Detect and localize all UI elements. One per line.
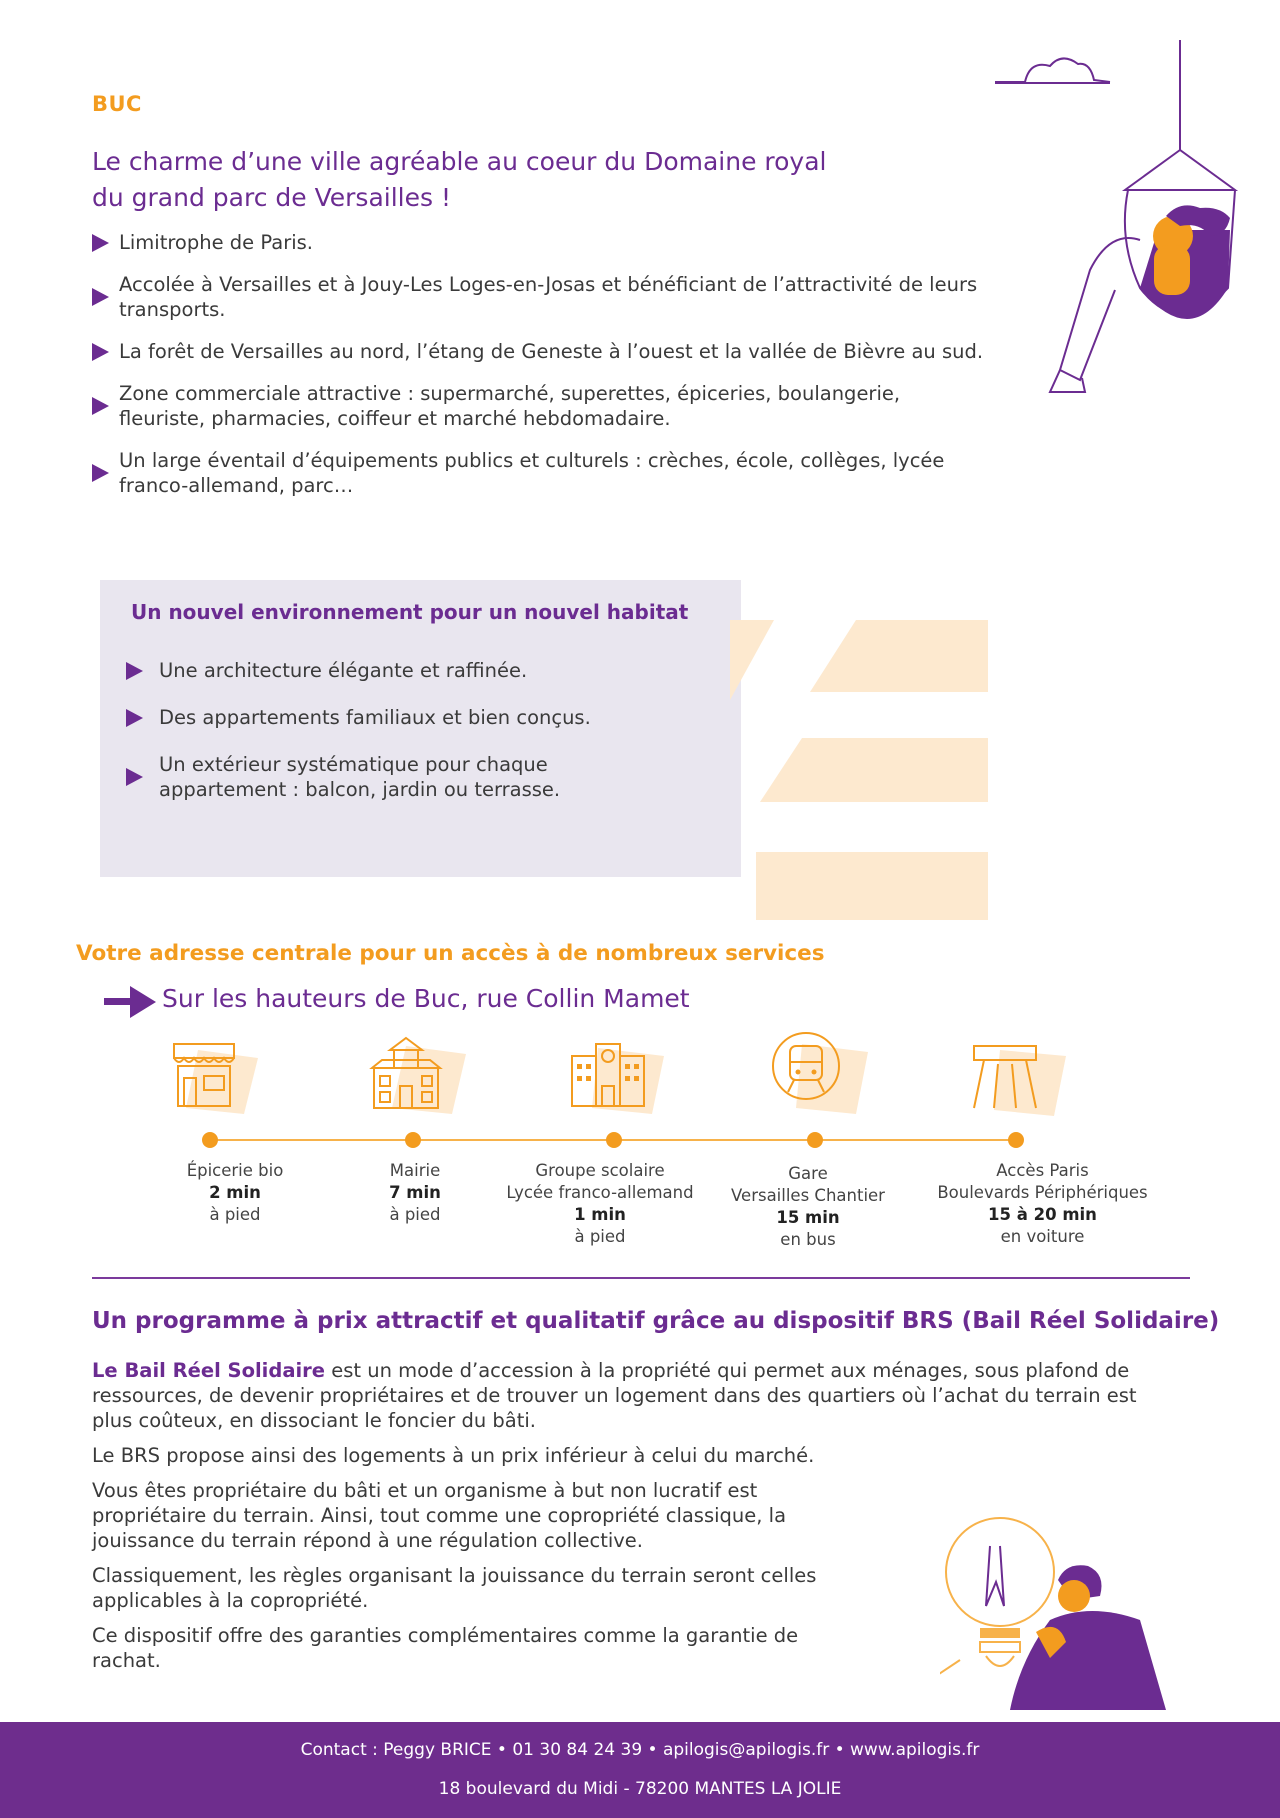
list-item: La forêt de Versailles au nord, l’étang de Geneste à l’ouest et la vallée de Bièvre au sud. [92,339,992,364]
school-icon [568,1040,668,1118]
timeline-dot [1008,1132,1024,1148]
timeline-dot [807,1132,823,1148]
headline: Le charme d’une ville agréable au coeur du Domaine royal du grand parc de Versailles ! [92,147,827,212]
timeline-dot [202,1132,218,1148]
shop-icon [168,1038,258,1118]
service-stop-grocery: Épicerie bio 2 min à pied [186,1161,284,1224]
woman-in-hanging-chair-illustration [990,40,1250,400]
town-hall-icon [366,1036,476,1118]
person-with-lightbulb-illustration [940,1510,1180,1725]
service-stop-train-station: Gare Versailles Chantier 15 min en bus [731,1164,885,1249]
services-title: Votre adresse centrale pour un accès à de nombreux services [76,941,825,966]
arrow-right-icon [104,986,156,1018]
city-name: BUC [92,92,142,116]
highlights-list [92,230,992,515]
brs-paragraph: Le BRS propose ainsi des logements à un prix inférieur à celui du marché. [92,1444,815,1467]
bullet-triangle-icon [92,343,109,361]
bullet-triangle-icon [92,464,109,482]
brs-title: Un programme à prix attractif et qualitatif grâce au dispositif BRS (Bail Réel Solidaire) [92,1308,1220,1334]
list-item: Des appartements familiaux et bien conçus. [126,705,726,730]
train-icon [770,1030,870,1120]
section-divider [92,1277,1190,1279]
footer-contact: Contact : Peggy BRICE • 01 30 84 24 39 • apilogis@apilogis.fr • www.apilogis.fr [300,1740,980,1760]
road-icon [970,1040,1070,1120]
list-item: Un extérieur systématique pour chaque appartement : balcon, jardin ou terrasse. [126,752,586,802]
footer-address: 18 boulevard du Midi - 78200 MANTES LA JOLIE [438,1779,842,1799]
services-subtitle: Sur les hauteurs de Buc, rue Collin Mamet [162,984,690,1013]
list-item: Zone commerciale attractive : supermarché, superettes, épiceries, boulangerie, fleuriste, pharmacies, coiffeur et marché hebdomadaire. [92,381,992,431]
list-item: Une architecture élégante et raffinée. [126,658,726,683]
bullet-triangle-icon [126,768,143,786]
list-item: Un large éventail d’équipements publics et culturels : crèches, école, collèges, lycée franco-allemand, parc… [92,448,992,498]
service-stop-school: Groupe scolaire Lycée franco-allemand 1 min à pied [506,1161,694,1246]
bullet-triangle-icon [92,234,109,252]
service-stop-town-hall: Mairie 7 min à pied [389,1161,441,1224]
timeline-dot [405,1132,421,1148]
footer [0,1722,1280,1818]
habitat-box-title: Un nouvel environnement pour un nouvel habitat [131,600,689,624]
brs-paragraph: Vous êtes propriétaire du bâti et un organisme à but non lucratif est propriétaire du terrain. Ainsi, tout comme une copropriété classique, la jouissance du terrain répond à une régulation collective. [92,1479,787,1552]
brs-paragraph: Classiquement, les règles organisant la jouissance du terrain seront celles applicables à la copropriété. [92,1564,817,1612]
list-item: Accolée à Versailles et à Jouy-Les Loges-en-Josas et bénéficiant de l’attractivité de leurs transports. [92,272,992,322]
bullet-triangle-icon [92,397,109,415]
bullet-triangle-icon [126,662,143,680]
service-stop-paris-access: Accès Paris Boulevards Périphériques 15 à 20 min en voiture [937,1161,1148,1246]
habitat-list [126,658,726,824]
brs-paragraph: Ce dispositif offre des garanties complémentaires comme la garantie de rachat. [92,1624,799,1672]
bullet-triangle-icon [92,288,109,306]
brs-paragraph: Le Bail Réel Solidaire est un mode d’accession à la propriété qui permet aux ménages, sous plafond de ressources, de devenir propriétaires et de trouver un logement dans des quartiers où l’achat du terrain est plus coûteux, en dissociant le foncier du bâti. [92,1359,1137,1432]
list-item: Limitrophe de Paris. [92,230,992,255]
bullet-triangle-icon [126,709,143,727]
peach-stripes-decoration [730,620,990,920]
timeline-dot [606,1132,622,1148]
